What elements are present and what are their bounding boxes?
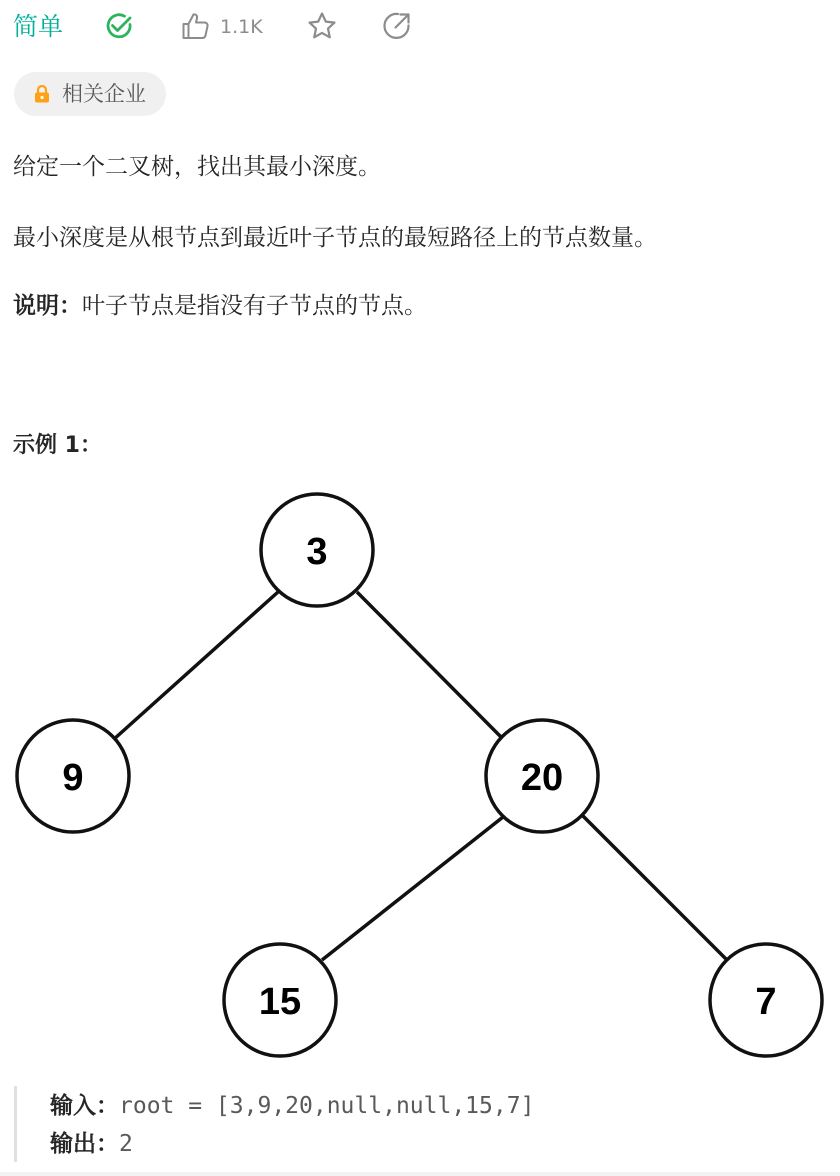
thumbs-up-icon[interactable] bbox=[180, 10, 212, 42]
tree-node-7 bbox=[710, 944, 822, 1056]
tree-edge-3-9 bbox=[113, 592, 278, 740]
example-title: 示例 1： bbox=[13, 433, 102, 458]
description-paragraph-2: 最小深度是从根节点到最近叶子节点的最短路径上的节点数量。 bbox=[13, 225, 657, 251]
tree-node-label: 20 bbox=[520, 757, 564, 799]
input-value: root = [3,9,20,null,null,15,7] bbox=[119, 1093, 535, 1119]
star-icon[interactable] bbox=[306, 10, 338, 42]
binary-tree-diagram bbox=[0, 480, 840, 1070]
share-icon[interactable] bbox=[381, 10, 413, 42]
related-companies-label: 相关企业 bbox=[62, 82, 146, 106]
output-value: 2 bbox=[119, 1131, 133, 1157]
related-companies-tag[interactable] bbox=[14, 72, 166, 116]
tree-edge-3-20 bbox=[357, 592, 503, 739]
tree-node-label: 7 bbox=[755, 981, 777, 1023]
tree-node-15 bbox=[224, 944, 336, 1056]
difficulty-label: 简单 bbox=[13, 12, 64, 41]
tree-edge-20-7 bbox=[582, 815, 727, 960]
tree-node-20 bbox=[486, 720, 598, 832]
tree-node-label: 3 bbox=[306, 531, 328, 573]
note-text: 叶子节点是指没有子节点的节点。 bbox=[82, 293, 427, 319]
tree-node-3 bbox=[261, 494, 373, 606]
like-count: 1.1K bbox=[220, 16, 263, 38]
example-io-block bbox=[14, 1086, 840, 1162]
tree-node-label: 15 bbox=[258, 981, 302, 1023]
output-label: 输出： bbox=[50, 1131, 119, 1157]
input-label: 输入： bbox=[50, 1093, 119, 1119]
example-output-line bbox=[50, 1128, 133, 1160]
divider bbox=[0, 1172, 840, 1176]
example-input-line bbox=[50, 1090, 534, 1122]
note-label: 说明： bbox=[13, 293, 82, 319]
lock-icon bbox=[33, 84, 51, 104]
description-note bbox=[13, 290, 427, 322]
problem-toolbar bbox=[0, 0, 840, 56]
tree-node-label: 9 bbox=[62, 757, 84, 799]
tree-edge-20-15 bbox=[322, 817, 503, 960]
description-paragraph-1: 给定一个二叉树，找出其最小深度。 bbox=[13, 154, 381, 180]
tree-node-9 bbox=[17, 720, 129, 832]
solved-check-icon bbox=[103, 10, 135, 42]
